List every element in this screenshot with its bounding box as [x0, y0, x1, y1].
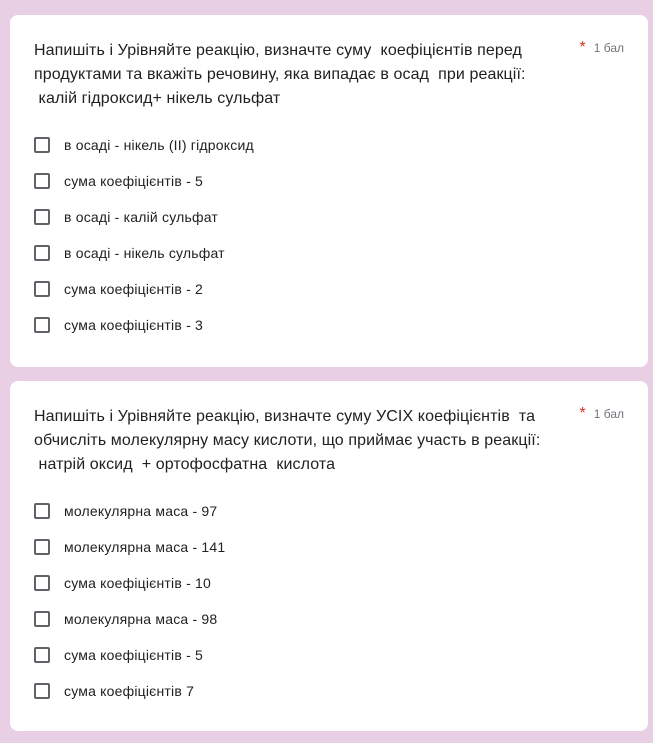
required-marker: * — [579, 39, 586, 56]
checkbox-option[interactable] — [34, 307, 648, 343]
required-marker: * — [579, 405, 586, 422]
option-label: в осаді - нікель сульфат — [64, 245, 225, 261]
question-header — [10, 15, 648, 111]
question-card — [10, 15, 648, 367]
points-label: 1 бал — [593, 407, 624, 421]
checkbox-option[interactable] — [34, 493, 648, 529]
checkbox[interactable] — [34, 575, 50, 591]
checkbox[interactable] — [34, 539, 50, 555]
option-label: молекулярна маса - 141 — [64, 539, 226, 555]
checkbox-option[interactable] — [34, 199, 648, 235]
option-label: молекулярна маса - 97 — [64, 503, 218, 519]
checkbox-option[interactable] — [34, 127, 648, 163]
option-label: сума коефіцієнтів - 2 — [64, 281, 204, 297]
checkbox-option[interactable] — [34, 529, 648, 565]
option-label: в осаді - нікель (ІІ) гідроксид — [64, 137, 254, 153]
checkbox[interactable] — [34, 281, 50, 297]
question-meta — [579, 405, 624, 423]
checkbox[interactable] — [34, 137, 50, 153]
question-meta — [579, 39, 624, 57]
checkbox-option[interactable] — [34, 163, 648, 199]
options-list — [10, 493, 648, 709]
question-title: Напишіть і Урівняйте реакцію, визначте суму УСІХ коефіцієнтів та обчисліть молекулярну масу кислоти, що приймає участь в реакції: натрій оксид + ортофосфатна кислота — [34, 408, 541, 473]
checkbox[interactable] — [34, 611, 50, 627]
option-label: сума коефіцієнтів - 5 — [64, 647, 204, 663]
option-label: сума коефіцієнтів 7 — [64, 683, 195, 699]
checkbox-option[interactable] — [34, 637, 648, 673]
checkbox[interactable] — [34, 317, 50, 333]
option-label: сума коефіцієнтів - 5 — [64, 173, 204, 189]
option-label: сума коефіцієнтів - 3 — [64, 317, 204, 333]
checkbox[interactable] — [34, 209, 50, 225]
option-label: сума коефіцієнтів - 10 — [64, 575, 212, 591]
checkbox[interactable] — [34, 503, 50, 519]
checkbox[interactable] — [34, 647, 50, 663]
checkbox-option[interactable] — [34, 673, 648, 709]
question-title: Напишіть і Урівняйте реакцію, визначте суму коефіцієнтів перед продуктами та вкажіть речовину, яка випадає в осад при реакції: калій гідроксид+ нікель сульфат — [34, 42, 526, 107]
checkbox-option[interactable] — [34, 235, 648, 271]
checkbox-option[interactable] — [34, 565, 648, 601]
question-card — [10, 381, 648, 731]
option-label: в осаді - калій сульфат — [64, 209, 218, 225]
checkbox[interactable] — [34, 245, 50, 261]
checkbox-option[interactable] — [34, 601, 648, 637]
checkbox[interactable] — [34, 683, 50, 699]
checkbox[interactable] — [34, 173, 50, 189]
options-list — [10, 127, 648, 343]
option-label: молекулярна маса - 98 — [64, 611, 218, 627]
question-header — [10, 381, 648, 477]
points-label: 1 бал — [593, 41, 624, 55]
checkbox-option[interactable] — [34, 271, 648, 307]
